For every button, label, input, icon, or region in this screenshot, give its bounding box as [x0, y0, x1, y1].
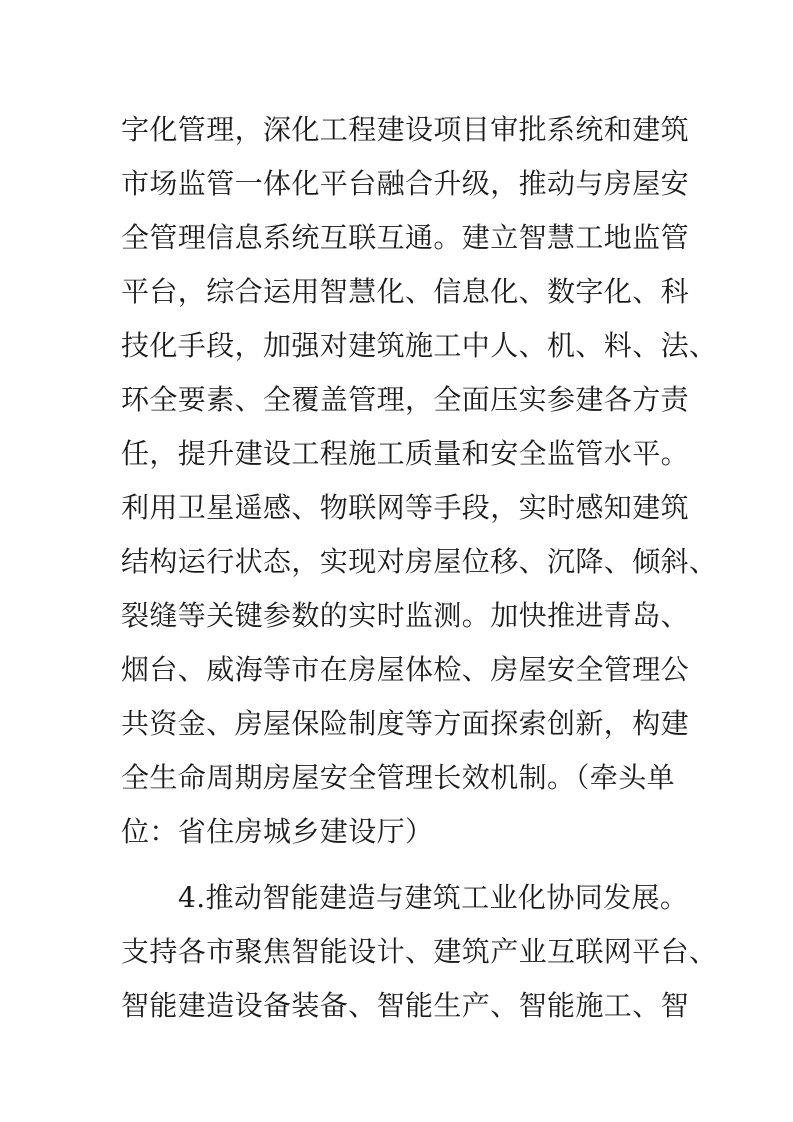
- paragraph-line: 市场监管一体化平台融合升级，推动与房屋安: [121, 167, 690, 200]
- paragraph-line: 共资金、房屋保险制度等方面探索创新，构建: [121, 707, 690, 740]
- paragraph-line: 全生命周期房屋安全管理长效机制。（牵头单: [121, 761, 676, 794]
- paragraph-line: 结构运行状态，实现对房屋位移、沉降、倾斜、: [121, 545, 718, 578]
- paragraph-line: 技化手段，加强对建筑施工中人、机、料、法、: [121, 329, 718, 362]
- paragraph-line: 全管理信息系统互联互通。建立智慧工地监管: [121, 221, 690, 254]
- paragraph-line: 支持各市聚焦智能设计、建筑产业互联网平台、: [121, 935, 718, 968]
- paragraph-line: 任，提升建设工程施工质量和安全监管水平。: [121, 437, 690, 470]
- paragraph-line: 智能建造设备装备、智能生产、智能施工、智: [121, 989, 690, 1022]
- paragraph-line: 位：省住房城乡建设厅）: [121, 815, 434, 848]
- paragraph-line: 裂缝等关键参数的实时监测。加快推进青岛、: [121, 599, 690, 632]
- paragraph-line: 烟台、威海等市在房屋体检、房屋安全管理公: [121, 653, 690, 686]
- paragraph-line: 环全要素、全覆盖管理，全面压实参建各方责: [121, 383, 690, 416]
- section-heading: 4.推动智能建造与建筑工业化协同发展。: [178, 881, 689, 914]
- paragraph-line: 平台，综合运用智慧化、信息化、数字化、科: [121, 275, 690, 308]
- paragraph-line: 利用卫星遥感、物联网等手段，实时感知建筑: [121, 491, 690, 524]
- paragraph-line: 字化管理，深化工程建设项目审批系统和建筑: [121, 113, 690, 146]
